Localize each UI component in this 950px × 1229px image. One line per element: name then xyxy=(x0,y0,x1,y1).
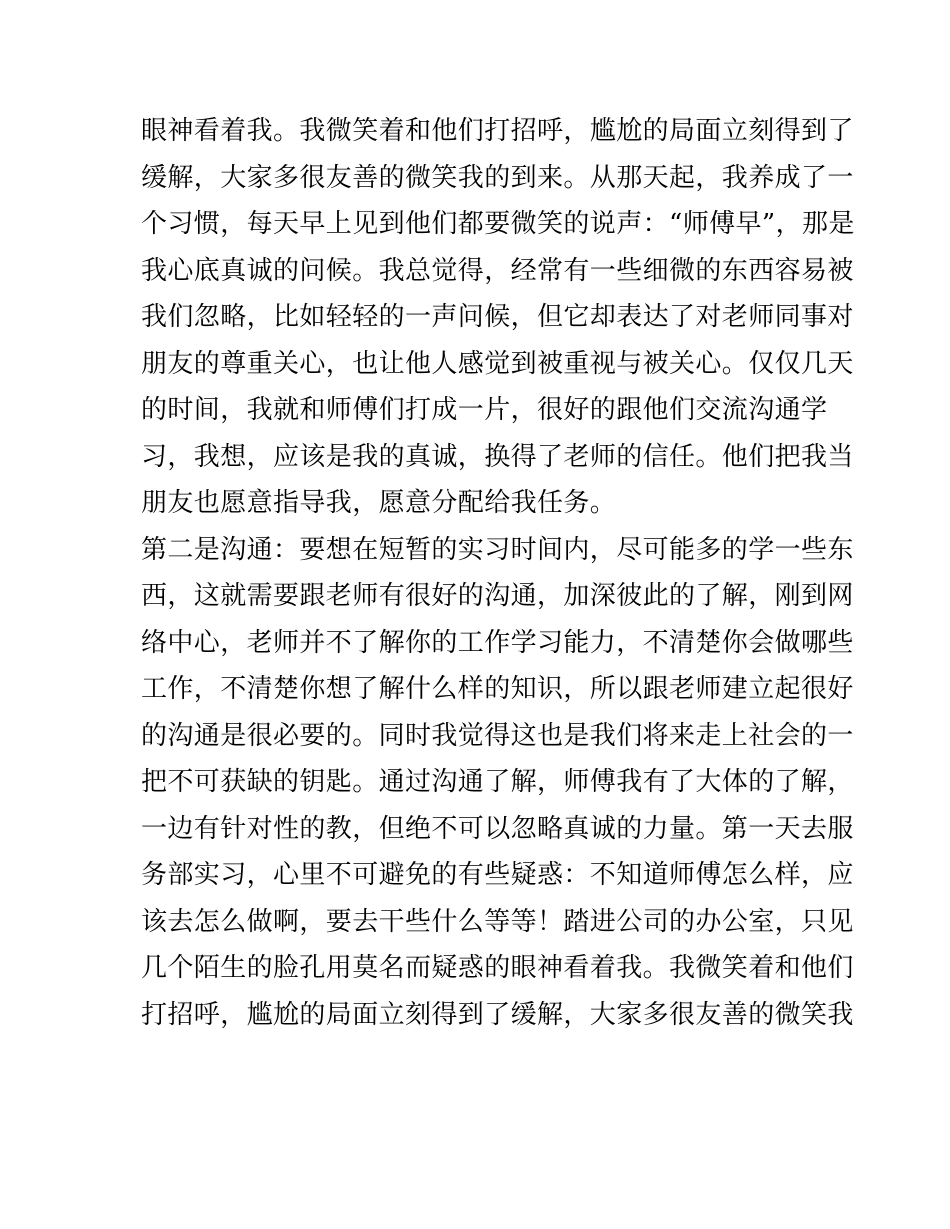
text-line: 个习惯，每天早上见到他们都要微笑的说声：“师傅早”，那是 xyxy=(141,209,855,239)
text-line: 的时间，我就和师傅们打成一片，很好的跟他们交流沟通学 xyxy=(141,395,828,425)
text-line: 习，我想，应该是我的真诚，换得了老师的信任。他们把我当 xyxy=(141,441,854,472)
body-text xyxy=(141,108,855,1038)
text-line: 打招呼，尴尬的局面立刻得到了缓解，大家多很友善的微笑我 xyxy=(141,999,854,1030)
text-line: 西，这就需要跟老师有很好的沟通，加深彼此的了解，刚到网 xyxy=(141,581,854,611)
text-line: 把不可获缺的钥匙。通过沟通了解，师傅我有了大体的了解， xyxy=(141,767,854,797)
text-line: 朋友也愿意指导我，愿意分配给我任务。 xyxy=(141,488,617,518)
text-line: 我们忽略，比如轻轻的一声问候，但它却表达了对老师同事对 xyxy=(141,302,854,332)
text-line: 务部实习，心里不可避免的有些疑惑：不知道师傅怎么样，应 xyxy=(141,860,854,890)
text-line: 我心底真诚的问候。我总觉得，经常有一些细微的东西容易被 xyxy=(141,255,854,286)
text-line: 第二是沟通：要想在短暂的实习时间内，尽可能多的学一些东 xyxy=(141,534,854,565)
text-line: 眼神看着我。我微笑着和他们打招呼，尴尬的局面立刻得到了 xyxy=(141,116,854,146)
text-line: 络中心，老师并不了解你的工作学习能力，不清楚你会做哪些 xyxy=(141,627,854,658)
text-line: 几个陌生的脸孔用莫名而疑惑的眼神看着我。我微笑着和他们 xyxy=(141,953,854,983)
text-line: 该去怎么做啊，要去干些什么等等！踏进公司的办公室，只见 xyxy=(141,906,854,937)
text-line: 缓解，大家多很友善的微笑我的到来。从那天起，我养成了一 xyxy=(141,162,854,193)
text-line: 工作，不清楚你想了解什么样的知识，所以跟老师建立起很好 xyxy=(141,674,854,704)
text-line: 朋友的尊重关心，也让他人感觉到被重视与被关心。仅仅几天 xyxy=(141,348,854,379)
text-line: 一边有针对性的教，但绝不可以忽略真诚的力量。第一天去服 xyxy=(141,813,854,844)
text-line: 的沟通是很必要的。同时我觉得这也是我们将来走上社会的一 xyxy=(141,720,854,751)
